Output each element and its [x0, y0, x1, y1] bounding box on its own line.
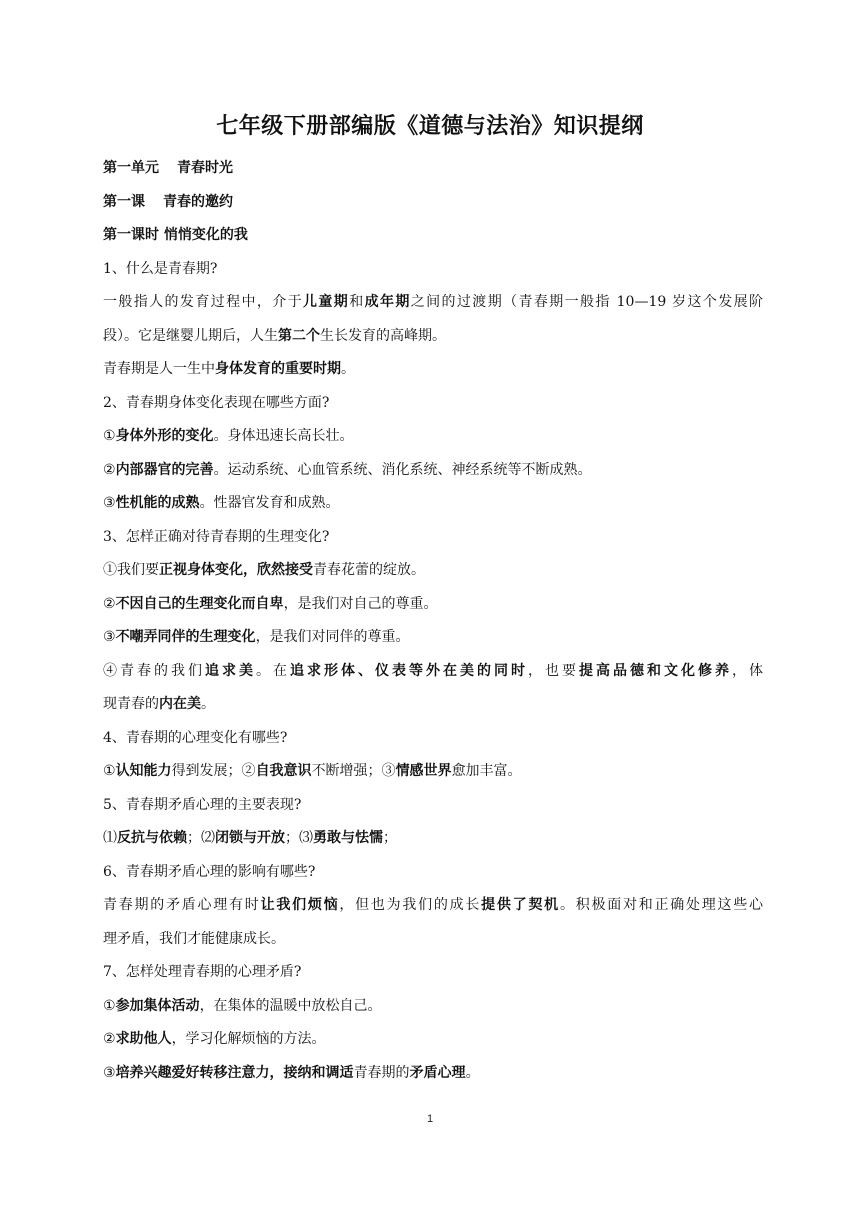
answer-7-item-1: ①参加集体活动，在集体的温暖中放松自己。 — [103, 997, 382, 1014]
lesson-label: 第一课 — [103, 193, 145, 210]
document-title: 七年级下册部编版《道德与法治》知识提纲 — [216, 114, 644, 139]
question-4: 4、青春期的心理变化有哪些? — [103, 729, 288, 746]
answer-3-item-4-line-1: ④青春的我们追求美。在追求形体、仪表等外在美的同时，也要提高品德和文化修养，体 — [103, 662, 763, 679]
question-5: 5、青春期矛盾心理的主要表现? — [103, 796, 302, 813]
question-1: 1、什么是青春期? — [103, 260, 218, 277]
unit-heading — [103, 152, 763, 186]
answer-3-item-1: ①我们要正视身体变化，欣然接受青春花蕾的绽放。 — [103, 562, 425, 578]
answer-3-item-2: ②不因自己的生理变化而自卑，是我们对自己的尊重。 — [103, 595, 438, 612]
answer-2-item-2: ②内部器官的完善。运动系统、心血管系统、消化系统、神经系统等不断成熟。 — [103, 461, 592, 478]
lesson-heading — [103, 186, 763, 220]
question-3: 3、怎样正确对待青春期的生理变化? — [103, 528, 330, 545]
unit-name: 青春时光 — [177, 160, 233, 176]
answer-6-line-1: 青春期的矛盾心理有时让我们烦恼，但也为我们的成长提供了契机。积极面对和正确处理这些心 — [103, 897, 764, 913]
answer-1-line-3: 青春期是人一生中身体发育的重要时期。 — [103, 361, 355, 377]
document-body — [103, 152, 763, 1090]
answer-7-item-3: ③培养兴趣爱好转移注意力，接纳和调适青春期的矛盾心理。 — [103, 1064, 480, 1081]
answer-3-item-4-line-2: 现青春的内在美。 — [103, 696, 215, 712]
unit-label: 第一单元 — [103, 160, 159, 176]
answer-2-item-1: ①身体外形的变化。身体迅速长高长壮。 — [103, 428, 354, 444]
answer-4: ①认知能力得到发展；②自我意识不断增强；③情感世界愈加丰富。 — [103, 763, 522, 779]
answer-1-line-2: 段）。它是继婴儿期后，人生第二个生长发育的高峰期。 — [103, 327, 446, 344]
session-heading: 第一课时 悄悄变化的我 — [103, 227, 248, 243]
answer-1-line-1: 一般指人的发育过程中，介于儿童期和成年期之间的过渡期（青春期一般指 10—19 岁这个发展阶 — [103, 294, 764, 310]
answer-7-item-2: ②求助他人，学习化解烦恼的方法。 — [103, 1031, 326, 1047]
question-6: 6、青春期矛盾心理的影响有哪些? — [103, 863, 316, 880]
answer-5: ⑴反抗与依赖；⑵闭锁与开放；⑶勇敢与怯懦； — [103, 830, 397, 846]
page-number: 1 — [426, 1113, 434, 1125]
question-2: 2、青春期身体变化表现在哪些方面? — [103, 394, 330, 411]
answer-3-item-3: ③不嘲弄同伴的生理变化，是我们对同伴的尊重。 — [103, 629, 410, 645]
answer-2-item-3: ③性机能的成熟。性器官发育和成熟。 — [103, 495, 340, 511]
question-7: 7、怎样处理青春期的心理矛盾? — [103, 964, 302, 980]
answer-6-line-2: 理矛盾，我们才能健康成长。 — [103, 930, 285, 947]
lesson-name: 青春的邀约 — [163, 193, 233, 210]
